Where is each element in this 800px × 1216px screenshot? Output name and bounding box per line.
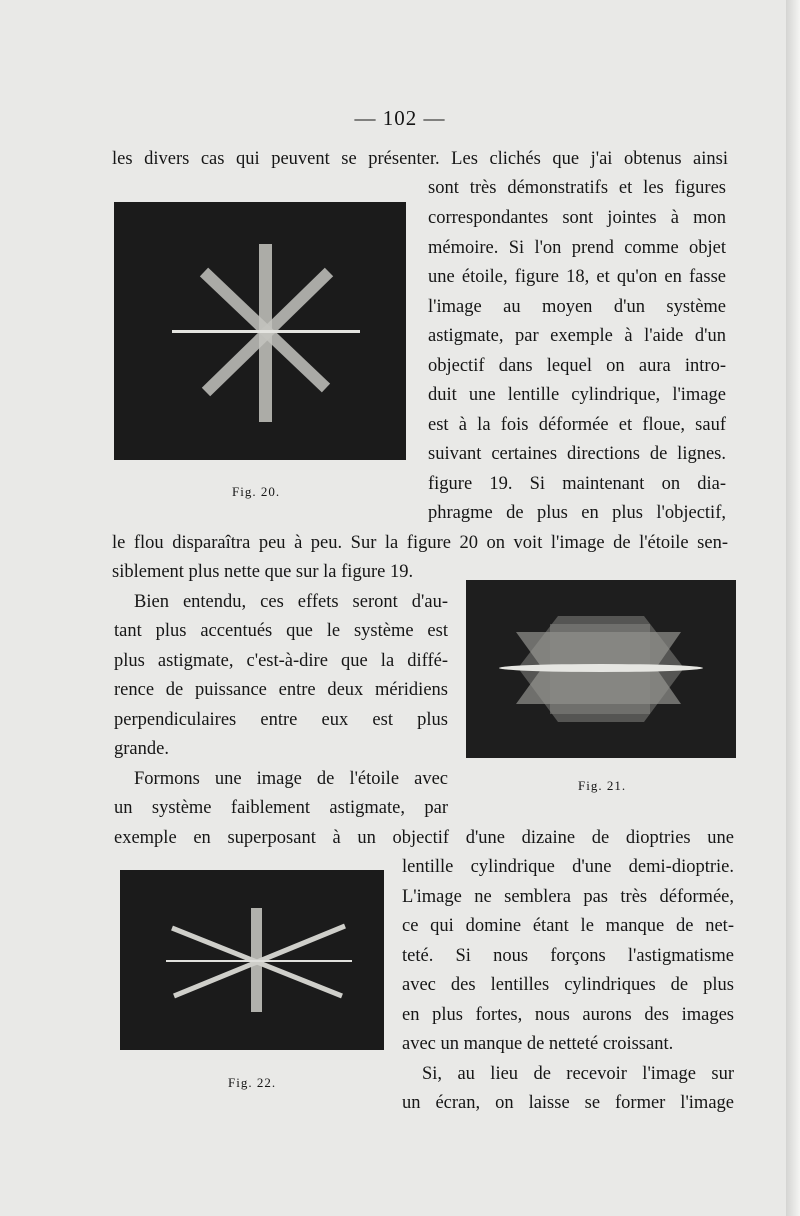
text-line: une étoile, figure 18, et qu'on en fasse xyxy=(428,267,726,287)
text-line: perpendiculaires entre eux est plus xyxy=(114,710,448,730)
text-line: Si, au lieu de recevoir l'image sur xyxy=(422,1064,734,1084)
figure-20-caption: Fig. 20. xyxy=(232,484,281,499)
text-line: objectif dans lequel on aura intro- xyxy=(428,356,726,376)
text-line: l'image au moyen d'un système xyxy=(428,297,726,317)
text-line: plus astigmate, c'est-à-dire que la diffé- xyxy=(114,651,448,671)
text-line: rence de puissance entre deux méridiens xyxy=(114,680,448,700)
text-line: est à la fois déformée et floue, sauf xyxy=(428,415,726,435)
text-line: Formons une image de l'étoile avec xyxy=(134,769,448,789)
figure-22-caption: Fig. 22. xyxy=(228,1075,277,1090)
text-line: avec un manque de netteté croissant. xyxy=(402,1034,674,1054)
text-line: astigmate, par exemple à l'aide d'un xyxy=(428,326,726,346)
text-line: Bien entendu, ces effets seront d'au- xyxy=(134,592,448,612)
text-line: exemple en superposant à un objectif d'une dizaine de dioptries une xyxy=(114,828,734,848)
text-line: grande. xyxy=(114,739,169,759)
text-line: lentille cylindrique d'une demi-dioptrie. xyxy=(402,857,734,877)
page-gutter xyxy=(786,0,800,1216)
figure-20-star-image xyxy=(114,202,406,460)
text-line: correspondantes sont jointes à mon xyxy=(428,208,726,228)
text-line: en plus fortes, nous aurons des images xyxy=(402,1005,734,1025)
text-line: teté. Si nous forçons l'astigmatisme xyxy=(402,946,734,966)
text-line: phragme de plus en plus l'objectif, xyxy=(428,503,726,523)
page-number: — 102 — xyxy=(354,106,446,130)
figure-22-photo xyxy=(120,870,384,1050)
figure-21-photo xyxy=(466,580,736,758)
text-line: siblement plus nette que sur la figure 19. xyxy=(112,562,414,582)
text-line: un système faiblement astigmate, par xyxy=(114,798,448,818)
text-line: mémoire. Si l'on prend comme objet xyxy=(428,238,726,258)
figure-21-caption: Fig. 21. xyxy=(578,778,627,793)
text-line: sont très démonstratifs et les figures xyxy=(428,178,726,198)
text-line: tant plus accentués que le système est xyxy=(114,621,448,641)
text-line: L'image ne semblera pas très déformée, xyxy=(402,887,734,907)
text-line: duit une lentille cylindrique, l'image xyxy=(428,385,726,405)
figure-21-star-image xyxy=(466,580,736,758)
text-line: ce qui domine étant le manque de net- xyxy=(402,916,734,936)
figure-20-photo xyxy=(114,202,406,460)
text-line: avec des lentilles cylindriques de plus xyxy=(402,975,734,995)
text-line: un écran, on laisse se former l'image xyxy=(402,1093,734,1113)
text-line: suivant certaines directions de lignes. xyxy=(428,444,726,464)
figure-22-star-image xyxy=(120,870,384,1050)
text-line: le flou disparaîtra peu à peu. Sur la figure 20 on voit l'image de l'étoile sen- xyxy=(112,533,728,553)
text-line: les divers cas qui peuvent se présenter. Les clichés que j'ai obtenus ainsi xyxy=(112,149,728,169)
text-line: figure 19. Si maintenant on dia- xyxy=(428,474,726,494)
